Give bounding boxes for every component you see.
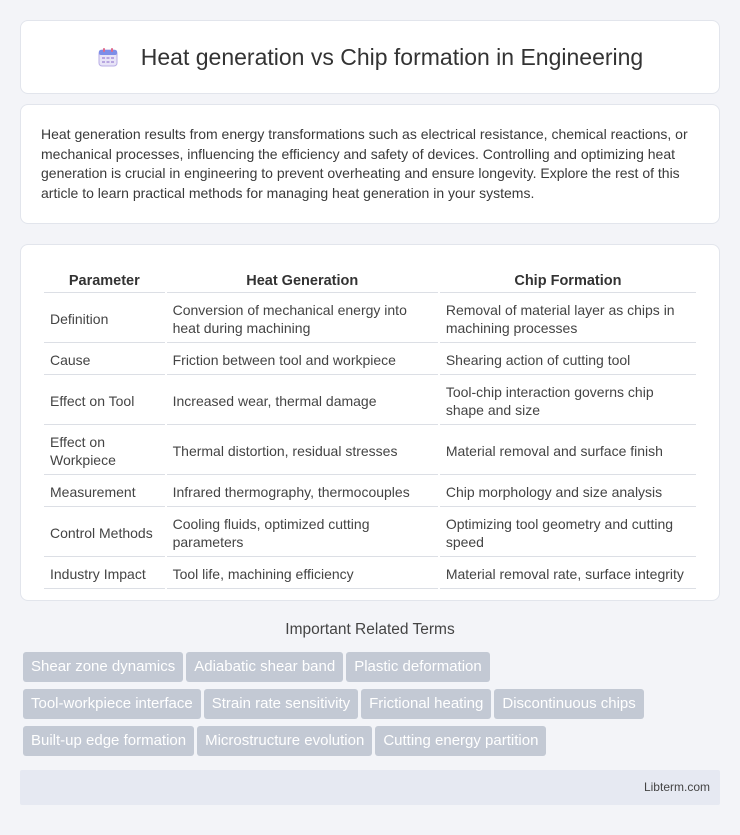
- calendar-icon: [97, 46, 119, 68]
- table-cell: Friction between tool and workpiece: [167, 345, 438, 375]
- table-row: [44, 477, 696, 507]
- column-header-chip-formation: Chip Formation: [440, 267, 696, 293]
- table-cell: Industry Impact: [44, 559, 165, 589]
- table-cell: Cooling fluids, optimized cutting parameters: [167, 509, 438, 557]
- table-cell: Thermal distortion, residual stresses: [167, 427, 438, 475]
- column-header-heat-generation: Heat Generation: [167, 267, 438, 293]
- tag-microstructure-evolution[interactable]: Microstructure evolution: [197, 726, 372, 756]
- table-cell: Optimizing tool geometry and cutting speed: [440, 509, 696, 557]
- tag-cutting-energy-partition[interactable]: Cutting energy partition: [375, 726, 546, 756]
- table-cell: Effect on Workpiece: [44, 427, 165, 475]
- tag-shear-zone-dynamics[interactable]: Shear zone dynamics: [23, 652, 183, 682]
- table-cell: Material removal rate, surface integrity: [440, 559, 696, 589]
- table-cell: Conversion of mechanical energy into heat during machining: [167, 295, 438, 343]
- tag-plastic-deformation[interactable]: Plastic deformation: [346, 652, 490, 682]
- tag-discontinuous-chips[interactable]: Discontinuous chips: [494, 689, 643, 719]
- tag-built-up-edge-formation[interactable]: Built-up edge formation: [23, 726, 194, 756]
- table-cell: Tool life, machining efficiency: [167, 559, 438, 589]
- table-cell: Increased wear, thermal damage: [167, 377, 438, 425]
- intro-card: [20, 104, 720, 224]
- header-card: [20, 20, 720, 94]
- table-cell: Infrared thermography, thermocouples: [167, 477, 438, 507]
- intro-text: Heat generation results from energy transformations such as electrical resistance, chemical reactions, or mechanical processes, influencing the efficiency and safety of devices. Controlling and optimizing heat generation is crucial in engineering to prevent overheating and ensure longevity. Explore the rest of this article to learn practical methods for managing heat generation in your systems.: [41, 126, 688, 201]
- table-row: [44, 345, 696, 375]
- table-cell: Chip morphology and size analysis: [440, 477, 696, 507]
- tag-adiabatic-shear-band[interactable]: Adiabatic shear band: [186, 652, 343, 682]
- page-title: Heat generation vs Chip formation in Engineering: [140, 43, 644, 70]
- table-cell: Cause: [44, 345, 165, 375]
- table-row: [44, 509, 696, 557]
- comparison-table: [42, 265, 698, 591]
- tag-tool-workpiece-interface[interactable]: Tool-workpiece interface: [23, 689, 201, 719]
- related-terms-tags: [23, 652, 713, 763]
- table-cell: Definition: [44, 295, 165, 343]
- table-row: [44, 559, 696, 589]
- footer-brand-link[interactable]: Libterm.com: [643, 780, 710, 794]
- table-cell: Tool-chip interaction governs chip shape and size: [440, 377, 696, 425]
- tag-frictional-heating[interactable]: Frictional heating: [361, 689, 491, 719]
- table-cell: Material removal and surface finish: [440, 427, 696, 475]
- table-cell: Removal of material layer as chips in machining processes: [440, 295, 696, 343]
- table-cell: Shearing action of cutting tool: [440, 345, 696, 375]
- column-header-parameter: Parameter: [44, 267, 165, 293]
- table-row: [44, 427, 696, 475]
- tag-strain-rate-sensitivity[interactable]: Strain rate sensitivity: [204, 689, 358, 719]
- table-row: [44, 295, 696, 343]
- table-row: [44, 377, 696, 425]
- table-cell: Measurement: [44, 477, 165, 507]
- table-cell: Effect on Tool: [44, 377, 165, 425]
- footer: [20, 770, 720, 805]
- related-terms-title: Important Related Terms: [285, 621, 455, 638]
- comparison-table-card: [20, 244, 720, 601]
- table-cell: Control Methods: [44, 509, 165, 557]
